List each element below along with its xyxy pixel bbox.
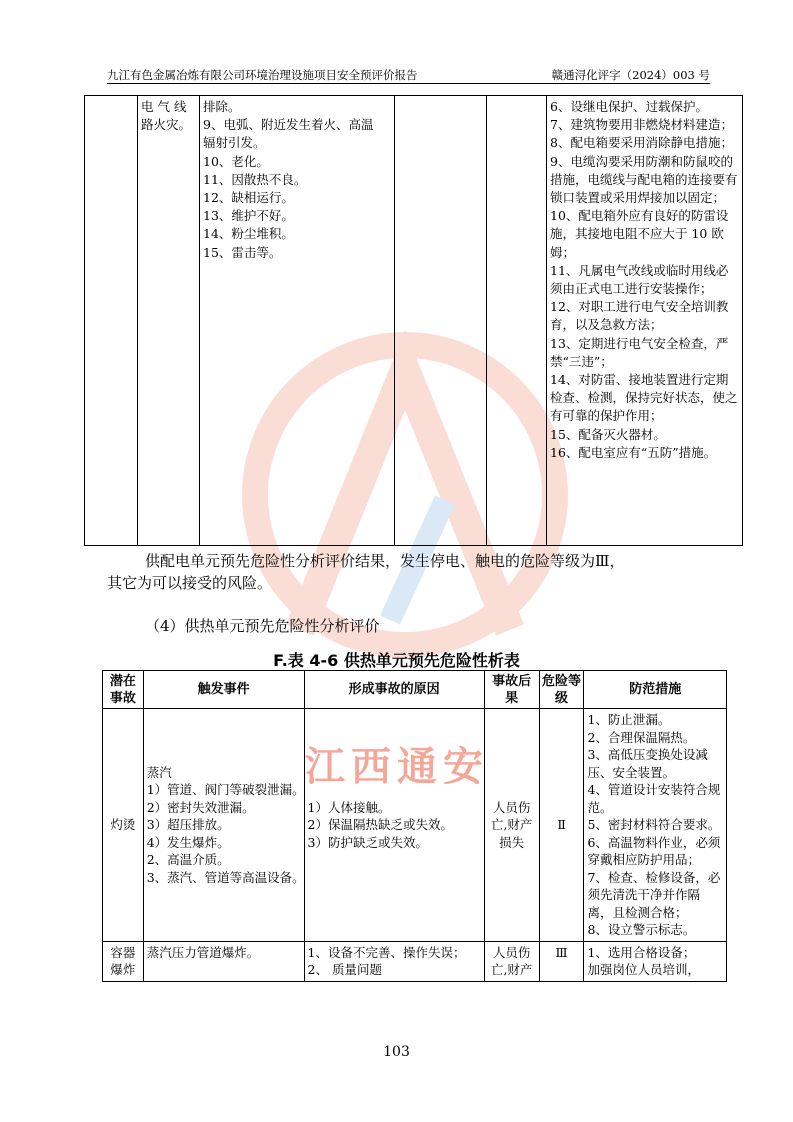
header-accident: 潜在事故 [103,671,144,709]
cause-cell: 1、设备不完善、操作失误； 2、 质量问题 [304,941,484,981]
heating-hazard-table [102,670,727,982]
section-subheading: （4）供热单元预先危险性分析评价 [145,617,380,635]
consequence-cell [395,96,487,546]
cause-cell: 1）人体接触。 2）保温隔热缺乏或失效。 3）防护缺乏或失效。 [304,709,484,942]
header-consequence: 事故后果 [484,671,539,709]
header-trigger: 触发事件 [143,671,304,709]
empty-cell [85,96,138,546]
measures-cell: 6、设继电保护、过载保护。 7、建筑物要用非燃烧材料建造； 8、配电箱要采用消除静电措施； 9、电缆沟要采用防潮和防鼠咬的措施，电缆线与配电箱的连接要有锁口装置或采用焊接加以固定； 10、配电箱外应有良好的防雷设施，其接地电阻不应大于 10 欧姆； 11、凡属电气改线或临时用线必须由正式电工进行安装操作； 12、对职工进行电气安全培训教育，以及急救方法； 13、定期进行电气安全检查，严禁“三违”； 14、对防雷、接地装置进行定期检查、检测，保持完好状态，使之有可靠的保护作用； 15、配备灭火器材。 16、配电室应有“五防”措施。 [547,96,743,546]
trigger-cell: 蒸汽 1）管道、阀门等破裂泄漏。 2）密封失效泄漏。 3）超压排放。 4）发生爆炸。 2、高温介质。 3、蒸汽、管道等高温设备。 [143,709,304,942]
header-cause: 形成事故的原因 [304,671,484,709]
trigger-cell: 蒸汽压力管道爆炸。 [143,941,304,981]
conclusion-paragraph: 供配电单元预先危险性分析评价结果，发生停电、触电的危险等级为Ⅲ， 其它为可以接受的风险。 [107,552,625,592]
report-number: 赣通浔化评字（2024）003 号 [551,68,710,82]
level-cell [487,96,547,546]
page-number: 103 [383,1044,410,1060]
table-caption: F.表 4-6 供热单元预先危险性析表 [273,651,520,670]
consequence-cell: 人员伤亡,财产 [484,941,539,981]
header-measures: 防范措施 [584,671,727,709]
header-level: 危险等级 [539,671,584,709]
level-cell: Ⅱ [539,709,584,942]
electrical-fire-table [84,95,743,546]
table-row [103,941,727,981]
watermark-text: 江西通安 [305,744,489,790]
measures-cell: 1、防止泄漏。 2、合理保温隔热。 3、高低压变换处设减压、安全装置。 4、管道设计安装符合规范。 5、密封材料符合要求。 6、高温物料作业，必须穿戴相应防护用品； 7、检查、检修设备，必须先清洗干净并作隔离，且检测合格； 8、设立警示标志。 [584,709,727,942]
page-header [107,65,710,84]
level-cell: Ⅲ [539,941,584,981]
accident-cell: 灼烫 [103,709,144,942]
table-row [103,709,727,942]
accident-cell: 容器爆炸 [103,941,144,981]
trigger-event-cell: 电 气 线 路火灾。 [138,96,200,546]
measures-cell: 1、选用合格设备； 加强岗位人员培训， [584,941,727,981]
causes-cell: 排除。 9、电弧、附近发生着火、高温 辐射引发。 10、老化。 11、因散热不良。 12、缺相运行。 13、维护不好。 14、粉尘堆积。 15、雷击等。 [200,96,395,546]
report-title: 九江有色金属冶炼有限公司环境治理设施项目安全预评价报告 [107,68,418,82]
consequence-cell: 人员伤亡,财产损失 [484,709,539,942]
